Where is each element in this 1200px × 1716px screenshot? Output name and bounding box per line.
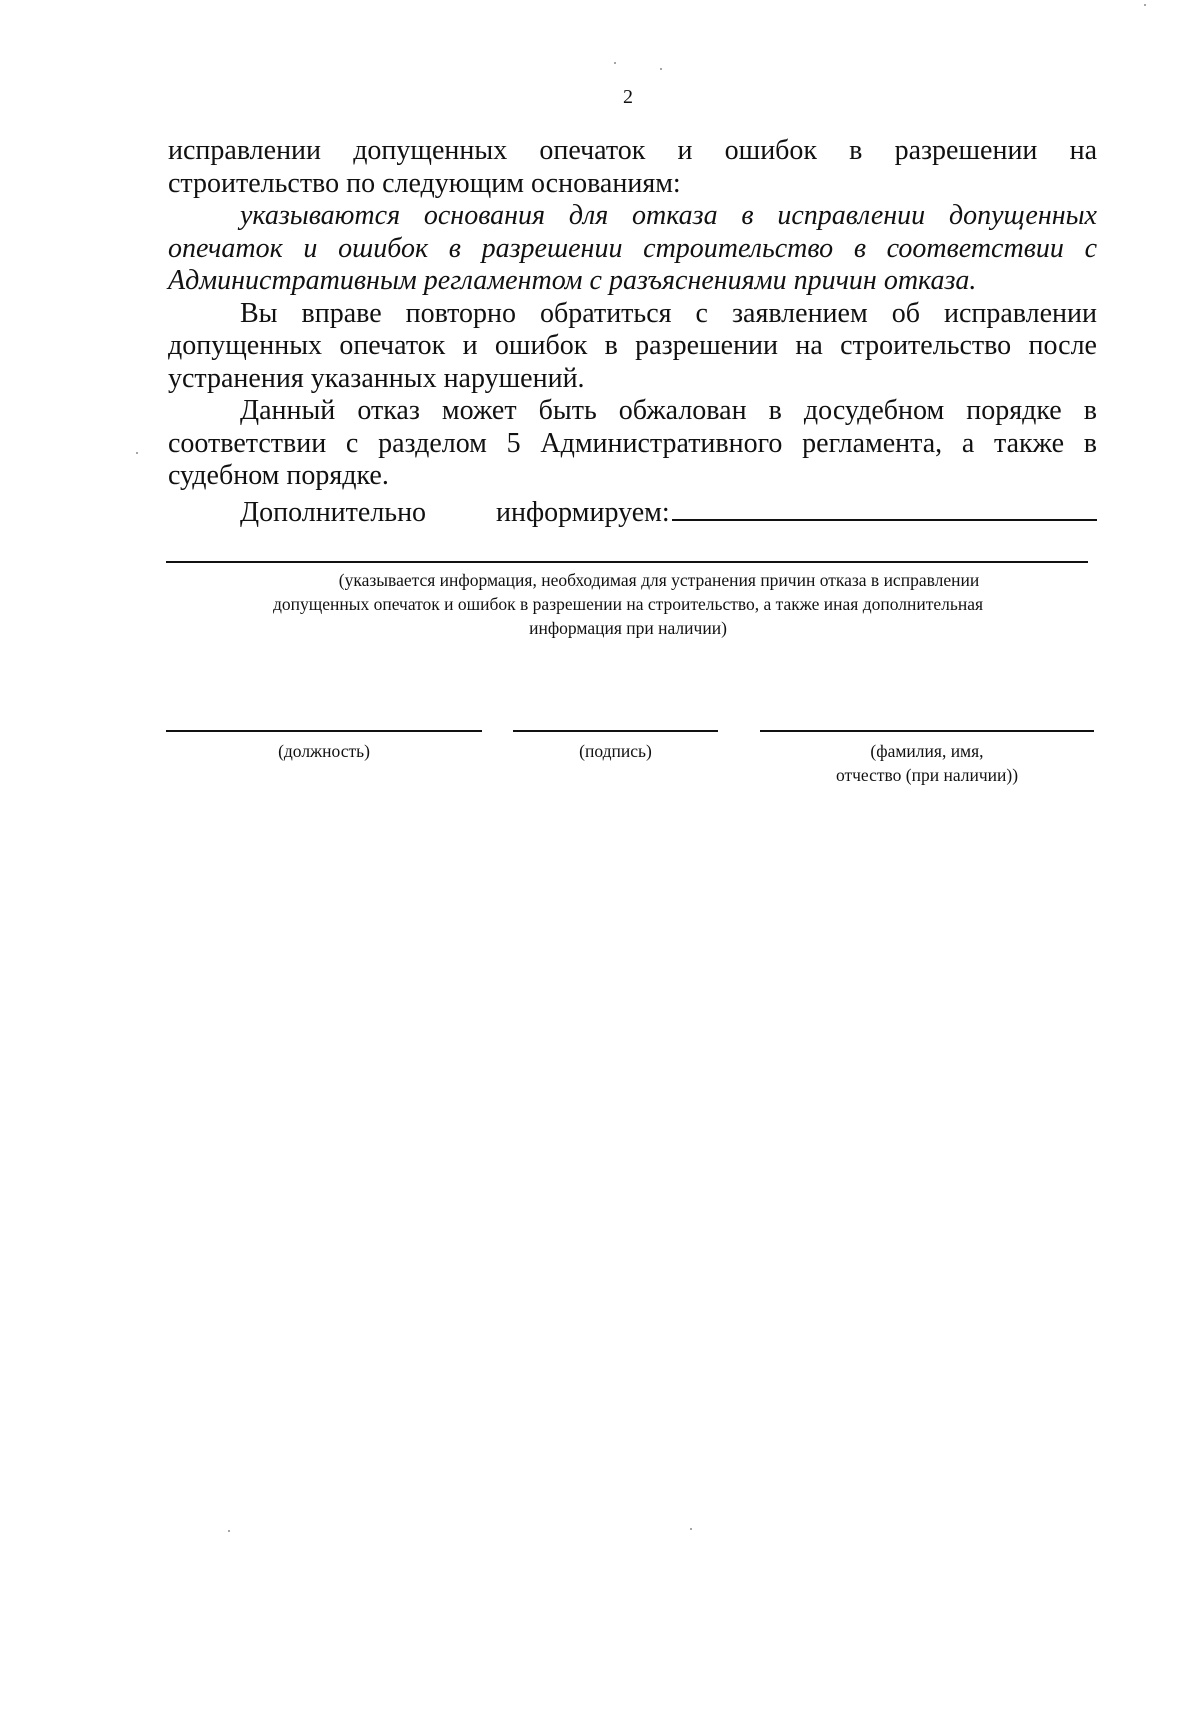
scan-speck xyxy=(1144,4,1146,6)
appeal-paragraph: Данный отказ может быть обжалован в досудебном порядке в соответствии с разделом 5 Административного регламента, а также в судебном порядке. xyxy=(168,395,1097,491)
note-line-1: (указывается информация, необходимая для устранения причин отказа в исправлении xyxy=(338,570,980,590)
additional-info-note xyxy=(160,568,1096,640)
scan-speck xyxy=(660,68,662,70)
continuation-paragraph: исправлении допущенных опечаток и ошибок в разрешении на строительство по следующим основаниям: xyxy=(168,135,1097,199)
scan-speck xyxy=(614,62,616,64)
additionally-word: Дополнительно xyxy=(240,496,427,528)
reapply-paragraph: Вы вправе повторно обратиться с заявлением об исправлении допущенных опечаток и ошибок в разрешении на строительство после устранения указанных нарушений. xyxy=(168,297,1097,394)
letter-body xyxy=(168,135,1097,529)
note-line-3: информация при наличии) xyxy=(529,618,727,638)
position-line xyxy=(166,730,482,732)
signature-label: (подпись) xyxy=(579,741,652,761)
full-name-label xyxy=(760,739,1094,787)
additional-info-line xyxy=(168,493,1097,530)
inform-word: информируем: xyxy=(496,496,670,528)
page-number: 2 xyxy=(623,86,633,108)
additional-info-rule xyxy=(166,561,1088,563)
full-name-label-line-2: отчество (при наличии)) xyxy=(835,765,1019,785)
scan-speck xyxy=(690,1528,692,1530)
full-name-line xyxy=(760,730,1094,732)
scan-speck xyxy=(228,1530,230,1532)
full-name-label-line-1: (фамилия, имя, xyxy=(870,741,984,761)
refusal-reasons-paragraph: указываются основания для отказа в исправлении допущенных опечаток и ошибок в разрешении строительство в соответствии с Административным регламентом с разъяснениями причин отказа. xyxy=(168,200,1097,296)
position-label: (должность) xyxy=(278,741,370,761)
scan-speck xyxy=(136,452,138,454)
signature-line xyxy=(513,730,718,732)
additional-info-blank xyxy=(672,493,1097,521)
note-line-2: допущенных опечаток и ошибок в разрешении на строительство, а также иная дополнительная xyxy=(272,594,984,614)
